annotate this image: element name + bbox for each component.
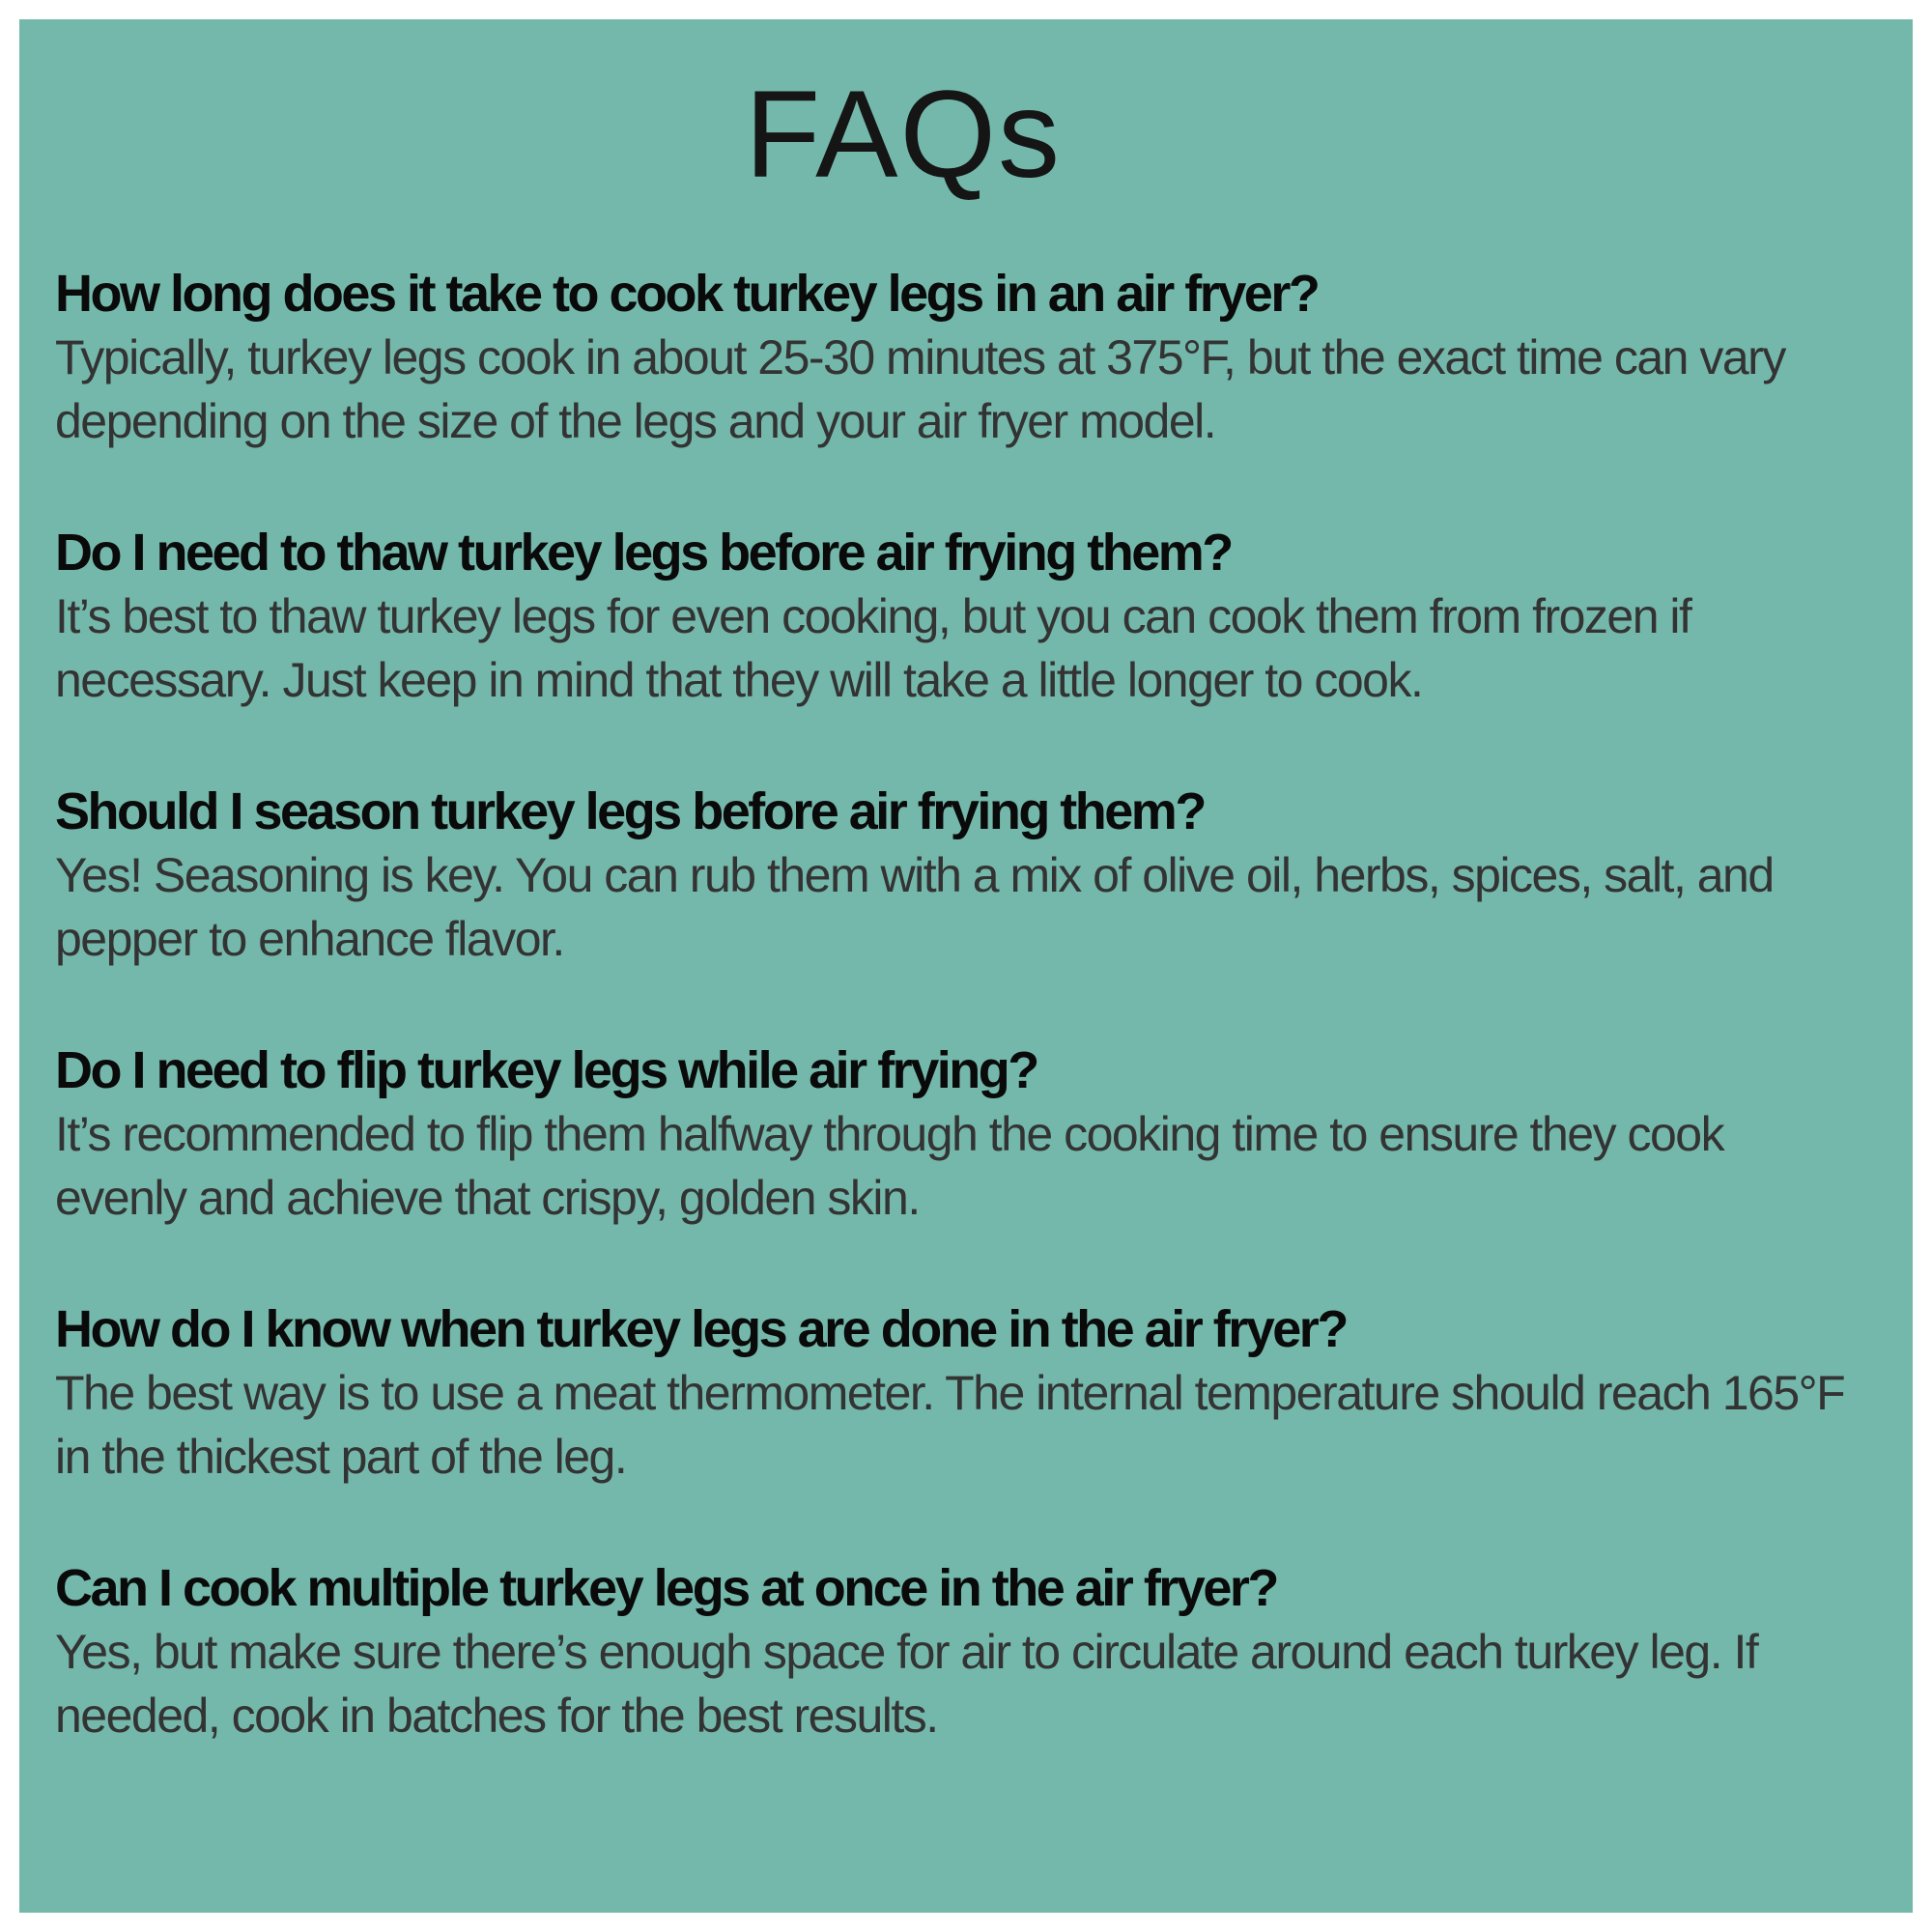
faq-item [55, 1556, 1877, 1747]
faq-answer: The best way is to use a meat thermometer. The internal temperature should reach 165°F in the thickest part of the leg. [55, 1365, 1845, 1484]
faq-answer: Typically, turkey legs cook in about 25-30 minutes at 375°F, but the exact time can vary depending on the size of the legs and your air fryer model. [55, 329, 1785, 448]
faq-item [55, 1297, 1877, 1489]
faq-question: Can I cook multiple turkey legs at once in the air fryer? [55, 1558, 1277, 1617]
faq-question: Do I need to thaw turkey legs before air frying them? [55, 523, 1232, 582]
faq-question: How long does it take to cook turkey legs in an air fryer? [55, 264, 1319, 323]
page-title: FAQs [744, 66, 1063, 204]
faq-item [55, 521, 1877, 712]
faq-answer: It’s recommended to flip them halfway through the cooking time to ensure they cook evenly and achieve that crispy, golden skin. [55, 1106, 1724, 1225]
faq-card [19, 19, 1913, 1913]
faq-item [55, 1038, 1877, 1230]
faq-question: Should I season turkey legs before air frying them? [55, 781, 1205, 840]
faq-answer: It’s best to thaw turkey legs for even cooking, but you can cook them from frozen if necessary. Just keep in mind that they will take a little longer to cook. [55, 588, 1691, 707]
faq-question: How do I know when turkey legs are done in the air fryer? [55, 1299, 1347, 1358]
faq-item [55, 780, 1877, 971]
faq-question: Do I need to flip turkey legs while air frying? [55, 1040, 1037, 1099]
faq-item [55, 262, 1877, 453]
faq-answer: Yes! Seasoning is key. You can rub them with a mix of olive oil, herbs, spices, salt, and pepper to enhance flavor. [55, 847, 1774, 966]
faq-answer: Yes, but make sure there’s enough space for air to circulate around each turkey leg. If needed, cook in batches for the best results. [55, 1624, 1758, 1743]
